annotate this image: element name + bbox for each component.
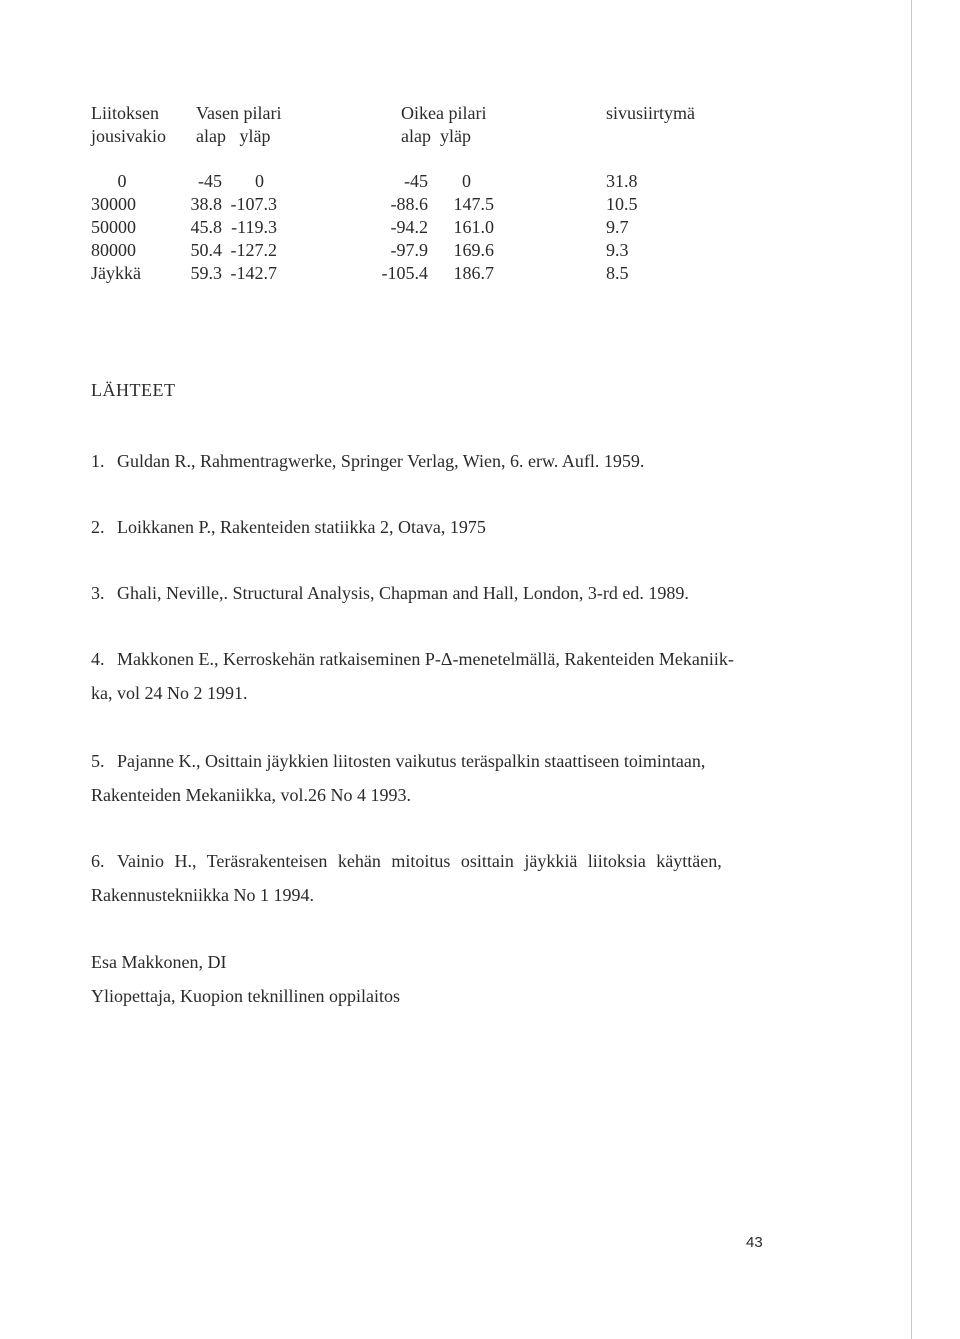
table-cell-left-alap: 59.3 xyxy=(190,263,222,283)
reference-5 xyxy=(91,752,705,770)
header-right-column-1: Oikea pilari xyxy=(401,103,487,123)
table-cell-left-alap: 50.4 xyxy=(190,240,222,260)
reference-4 xyxy=(91,650,734,668)
table-cell-right-alap: -94.2 xyxy=(390,217,428,237)
page-edge-line xyxy=(911,0,912,1339)
table-cell-right-ylap: 161.0 xyxy=(453,217,494,237)
reference-6 xyxy=(91,852,722,870)
reference-text: Rakenteiden Mekaniikka, vol.26 No 4 1993. xyxy=(91,785,411,805)
table-cell-left-ylap: -119.3 xyxy=(231,217,277,237)
table-cell-left-alap: -45 xyxy=(198,171,222,191)
reference-number: 1. xyxy=(91,451,105,471)
reference-number: 2. xyxy=(91,517,105,537)
table-cell-right-alap: -88.6 xyxy=(390,194,428,214)
table-cell-right-alap: -97.9 xyxy=(390,240,428,260)
reference-number: 3. xyxy=(91,583,105,603)
table-cell-right-ylap: 186.7 xyxy=(453,263,494,283)
page-number: 43 xyxy=(746,1234,763,1251)
table-cell-left-alap: 38.8 xyxy=(190,194,222,214)
reference-3 xyxy=(91,584,689,602)
reference-text: Makkonen E., Kerroskehän ratkaiseminen P-Δ-menetelmällä, Rakenteiden Mekaniik- xyxy=(117,649,734,669)
table-cell-right-ylap: 147.5 xyxy=(453,194,494,214)
table-cell-left-alap: 45.8 xyxy=(190,217,222,237)
reference-number: 4. xyxy=(91,649,105,669)
table-cell-right-ylap: 169.6 xyxy=(453,240,494,260)
table-cell-sway: 10.5 xyxy=(606,194,638,214)
reference-text: Rakennustekniikka No 1 1994. xyxy=(91,885,314,905)
reference-5-continued xyxy=(91,786,411,804)
reference-number: 5. xyxy=(91,751,105,771)
table-cell-sway: 9.7 xyxy=(606,217,629,237)
reference-text: Pajanne K., Osittain jäykkien liitosten vaikutus teräspalkin staattiseen toimintaan, xyxy=(117,751,706,771)
table-cell-k: 30000 xyxy=(91,194,136,214)
table-cell-k: Jäykkä xyxy=(91,263,141,283)
table-cell-sway: 8.5 xyxy=(606,263,629,283)
reference-number: 6. xyxy=(91,851,105,871)
reference-2 xyxy=(91,518,486,536)
table-cell-left-ylap: -107.3 xyxy=(230,194,277,214)
table-cell-sway: 9.3 xyxy=(606,240,629,260)
reference-text: Vainio H., Teräsrakenteisen kehän mitoitus osittain jäykkiä liitoksia käyttäen, xyxy=(117,851,722,871)
table-cell-right-alap: -105.4 xyxy=(381,263,428,283)
header-right-column-2: alap yläp xyxy=(401,126,471,146)
reference-1 xyxy=(91,452,644,470)
table-cell-right-ylap: 0 xyxy=(462,171,471,191)
table-cell-sway: 31.8 xyxy=(606,171,638,191)
header-spring-constant-2: jousivakio xyxy=(91,126,166,146)
references-heading: LÄHTEET xyxy=(91,380,176,400)
reference-text: Ghali, Neville,. Structural Analysis, Chapman and Hall, London, 3-rd ed. 1989. xyxy=(117,583,689,603)
reference-6-continued xyxy=(91,886,314,904)
author-affiliation: Yliopettaja, Kuopion teknillinen oppilaitos xyxy=(91,986,400,1006)
table-cell-k: 80000 xyxy=(91,240,136,260)
table-cell-k: 50000 xyxy=(91,217,136,237)
reference-text: ka, vol 24 No 2 1991. xyxy=(91,683,248,703)
header-sway: sivusiirtymä xyxy=(606,103,695,123)
table-cell-left-ylap: 0 xyxy=(255,171,264,191)
table-cell-right-alap: -45 xyxy=(404,171,428,191)
table-cell-left-ylap: -127.2 xyxy=(230,240,277,260)
reference-4-continued xyxy=(91,684,248,702)
reference-text: Loikkanen P., Rakenteiden statiikka 2, Otava, 1975 xyxy=(117,517,486,537)
header-left-column-1: Vasen pilari xyxy=(196,103,282,123)
header-spring-constant-1: Liitoksen xyxy=(91,103,159,123)
table-cell-left-ylap: -142.7 xyxy=(230,263,277,283)
reference-text: Guldan R., Rahmentragwerke, Springer Verlag, Wien, 6. erw. Aufl. 1959. xyxy=(117,451,645,471)
header-left-column-2: alap yläp xyxy=(196,126,271,146)
author-name: Esa Makkonen, DI xyxy=(91,952,227,972)
table-cell-k: 0 xyxy=(117,171,127,191)
